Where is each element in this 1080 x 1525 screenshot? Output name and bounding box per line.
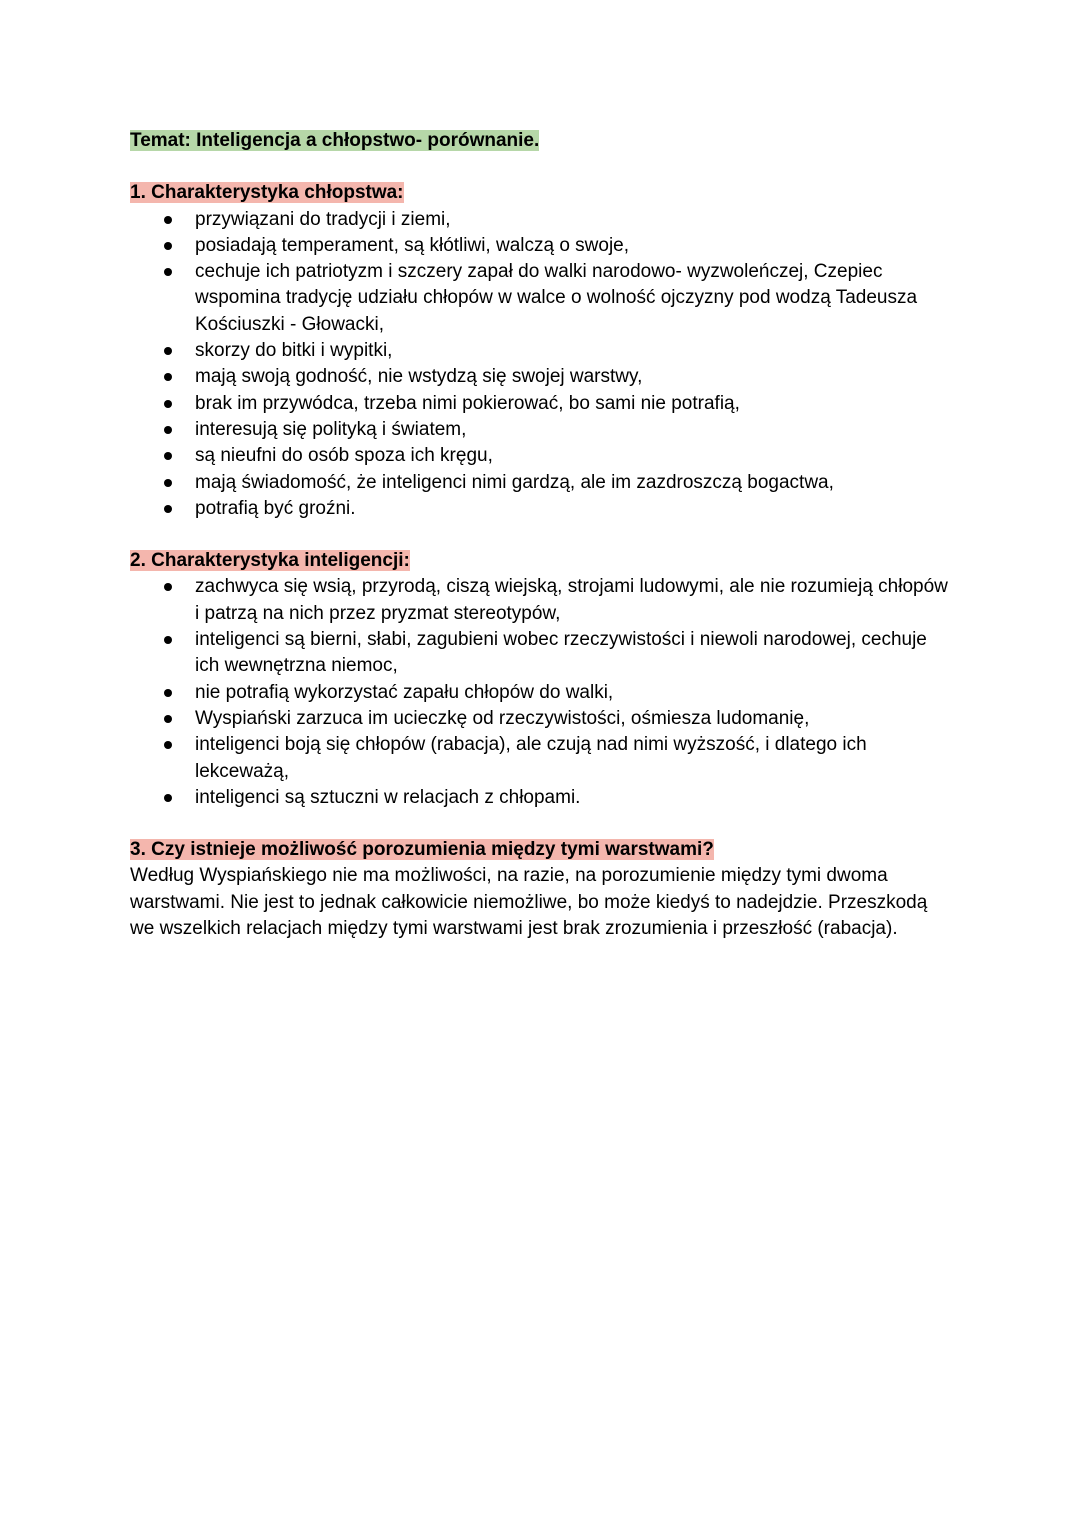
- list-item-text: skorzy do bitki i wypitki,: [195, 340, 393, 362]
- peasantry-list: [130, 207, 950, 523]
- list-item-text: inteligenci są sztuczni w relacjach z chłopami.: [195, 786, 581, 808]
- document-title: Temat: Inteligencja a chłopstwo- porównanie.: [130, 130, 540, 151]
- list-item-text: posiadają temperament, są kłótliwi, walczą o swoje,: [195, 234, 630, 256]
- list-item-text: brak im przywódca, trzeba nimi pokierować, bo sami nie potrafią,: [195, 392, 740, 414]
- section-heading-peasantry-text: 1. Charakterystyka chłopstwa:: [130, 182, 404, 204]
- list-item: [195, 470, 950, 496]
- section-heading-intelligentsia-text: 2. Charakterystyka inteligencji:: [130, 550, 410, 572]
- bullet-icon: [164, 268, 172, 276]
- list-item: [195, 207, 950, 233]
- list-item: [195, 680, 950, 706]
- list-item: [195, 338, 950, 364]
- agreement-paragraph: Według Wyspiańskiego nie ma możliwości, na razie, na porozumienie między tymi dwoma warstwami. Nie jest to jednak całkowicie niemożliwe, bo może kiedyś to nadejdzie. Przeszkodą we wszelkich relacjach między tymi warstwami jest brak zrozumienia i przeszłość (rabacja).: [130, 865, 928, 940]
- list-item: [195, 496, 950, 522]
- list-item-text: mają świadomość, że inteligenci nimi gardzą, ale im zazdroszczą bogactwa,: [195, 471, 834, 493]
- bullet-icon: [164, 373, 172, 381]
- list-item-text: potrafią być groźni.: [195, 497, 356, 519]
- section-intelligentsia: [130, 548, 950, 811]
- list-item-text: mają swoją godność, nie wstydzą się swojej warstwy,: [195, 366, 643, 388]
- bullet-icon: [164, 216, 172, 224]
- list-item: [195, 364, 950, 390]
- bullet-icon: [164, 794, 172, 802]
- list-item: [195, 443, 950, 469]
- section-heading-agreement-text: 3. Czy istnieje możliwość porozumienia między tymi warstwami?: [130, 839, 714, 861]
- list-item-text: są nieufni do osób spoza ich kręgu,: [195, 445, 493, 467]
- bullet-icon: [164, 400, 172, 408]
- document-title-line: [130, 128, 950, 154]
- bullet-icon: [164, 347, 172, 355]
- section-agreement: [130, 837, 950, 942]
- list-item-text: cechuje ich patriotyzm i szczery zapał do walki narodowo- wyzwoleńczej, Czepiec wspomina tradycję udziału chłopów w walce o wolność ojczyzny pod wodzą Tadeusza Kościuszki - Głowacki,: [195, 261, 918, 335]
- bullet-icon: [164, 479, 172, 487]
- list-item: [195, 259, 950, 338]
- section-peasantry: [130, 180, 950, 522]
- section-heading-agreement: [130, 837, 950, 863]
- bullet-icon: [164, 242, 172, 250]
- list-item-text: inteligenci są bierni, słabi, zagubieni wobec rzeczywistości i niewoli narodowej, cechuje ich wewnętrzna niemoc,: [195, 629, 927, 677]
- list-item: [195, 391, 950, 417]
- bullet-icon: [164, 583, 172, 591]
- bullet-icon: [164, 689, 172, 697]
- list-item: [195, 417, 950, 443]
- list-item: [195, 627, 950, 680]
- list-item: [195, 785, 950, 811]
- section-heading-intelligentsia: [130, 548, 950, 574]
- list-item-text: zachwyca się wsią, przyrodą, ciszą wiejską, strojami ludowymi, ale nie rozumieją chłopów i patrzą na nich przez pryzmat stereotypów,: [195, 576, 948, 624]
- bullet-icon: [164, 505, 172, 513]
- list-item: [195, 233, 950, 259]
- bullet-icon: [164, 426, 172, 434]
- section-heading-peasantry: [130, 180, 950, 206]
- list-item: [195, 732, 950, 785]
- list-item-text: interesują się polityką i światem,: [195, 418, 467, 440]
- list-item-text: Wyspiański zarzuca im ucieczkę od rzeczywistości, ośmiesza ludomanię,: [195, 707, 810, 729]
- list-item-text: przywiązani do tradycji i ziemi,: [195, 208, 451, 230]
- list-item-text: inteligenci boją się chłopów (rabacja), ale czują nad nimi wyższość, i dlatego ich lekceważą,: [195, 734, 867, 782]
- bullet-icon: [164, 636, 172, 644]
- intelligentsia-list: [130, 574, 950, 811]
- list-item: [195, 706, 950, 732]
- list-item-text: nie potrafią wykorzystać zapału chłopów do walki,: [195, 681, 614, 703]
- document-page: [130, 128, 950, 942]
- bullet-icon: [164, 715, 172, 723]
- bullet-icon: [164, 741, 172, 749]
- bullet-icon: [164, 452, 172, 460]
- list-item: [195, 574, 950, 627]
